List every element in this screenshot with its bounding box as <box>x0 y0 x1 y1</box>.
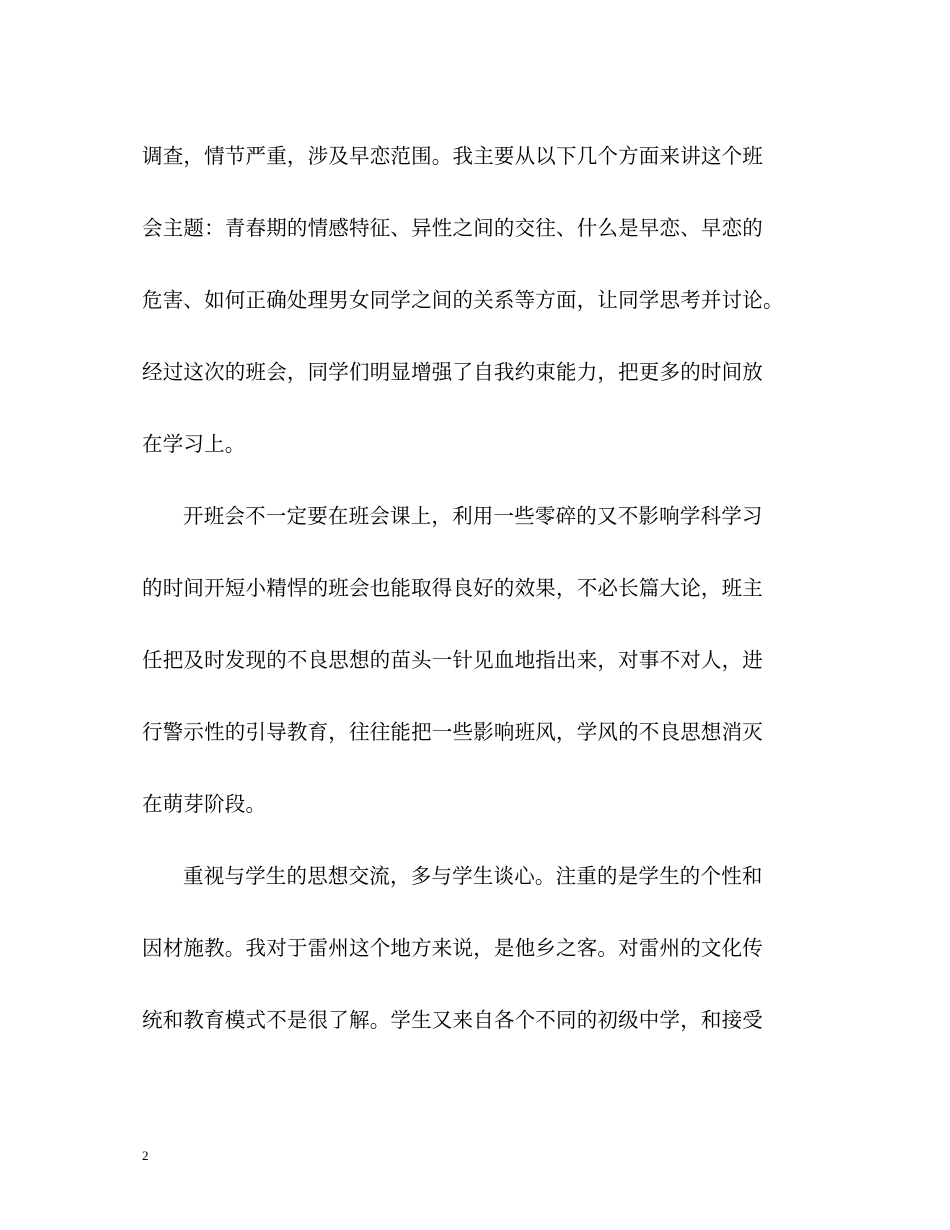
paragraph-first-line: 重视与学生的思想交流，多与学生谈心。注重的是学生的个性和 <box>183 864 763 888</box>
text-line: 危害、如何正确处理男女同学之间的关系等方面，让同学思考并讨论。 <box>142 288 784 312</box>
page-number: 2 <box>142 1148 149 1163</box>
text-line: 调查，情节严重，涉及早恋范围。我主要从以下几个方面来讲这个班 <box>142 144 763 168</box>
text-line: 统和教育模式不是很了解。学生又来自各个不同的初级中学，和接受 <box>142 1008 763 1032</box>
text-line: 经过这次的班会，同学们明显增强了自我约束能力，把更多的时间放 <box>142 360 763 384</box>
text-line: 因材施教。我对于雷州这个地方来说，是他乡之客。对雷州的文化传 <box>142 936 763 960</box>
text-line: 会主题：青春期的情感特征、异性之间的交往、什么是早恋、早恋的 <box>142 216 763 240</box>
text-line: 的时间开短小精悍的班会也能取得良好的效果，不必长篇大论，班主 <box>142 576 763 600</box>
text-line: 在萌芽阶段。 <box>142 792 267 816</box>
paragraph-first-line: 开班会不一定要在班会课上，利用一些零碎的又不影响学科学习 <box>183 504 763 528</box>
text-line: 任把及时发现的不良思想的苗头一针见血地指出来，对事不对人，进 <box>142 648 763 672</box>
text-line: 在学习上。 <box>142 432 246 456</box>
text-line: 行警示性的引导教育，往往能把一些影响班风，学风的不良思想消灭 <box>142 720 763 744</box>
